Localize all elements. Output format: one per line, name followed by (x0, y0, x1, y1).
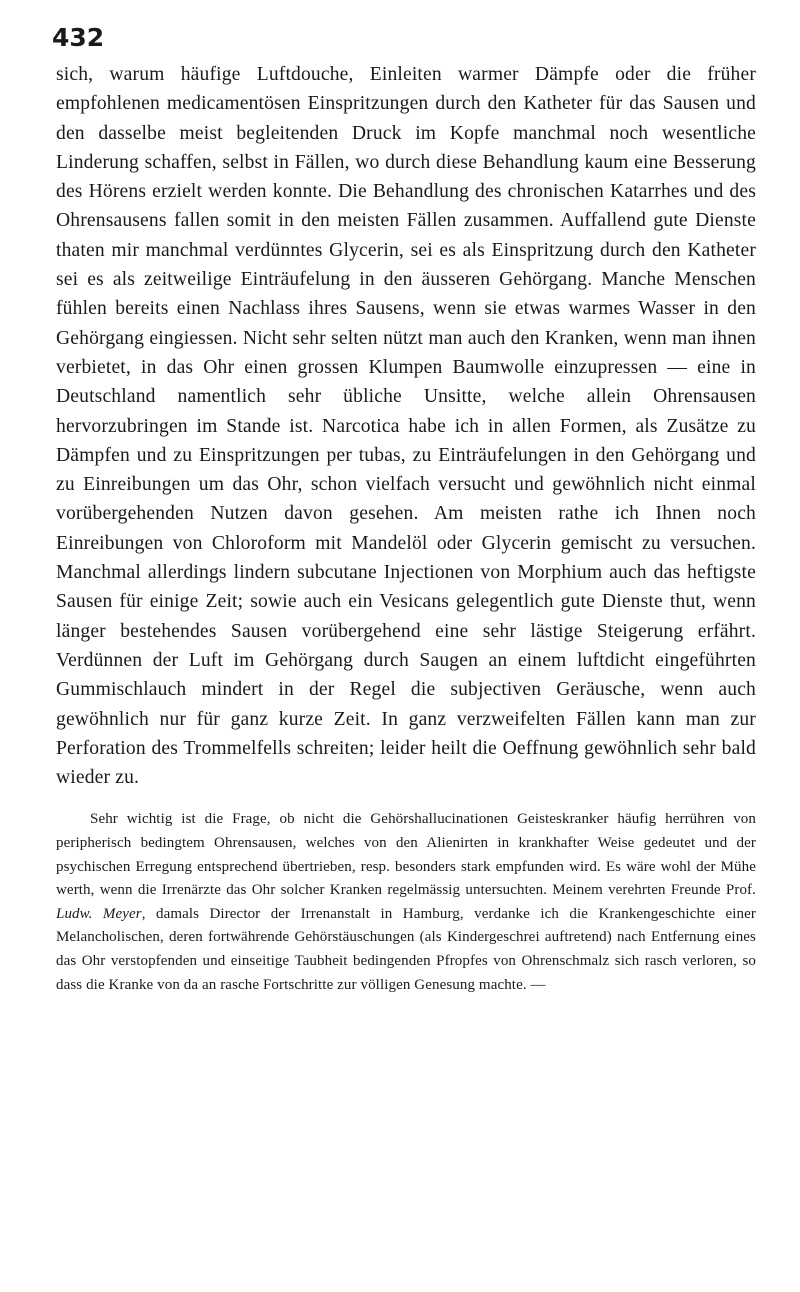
note-text-part1: Sehr wichtig ist die Frage, ob nicht die Gehörshallucinationen Geisteskranker häufig herrühren von peripherisch bedingtem Ohrensausen, welches von den Alienirten in krankhafter Weise gedeutet und der psychischen Erregung entsprechend übertrieben, resp. besonders stark empfunden wird. Es wäre wohl der Mühe werth, wenn die Irrenärzte das Ohr solcher Kranken regelmässig untersuchten. Meinem verehrten Freunde Prof. (56, 811, 756, 899)
note-paragraph (56, 808, 756, 997)
note-text-part2: , damals Director der Irrenanstalt in Hamburg, verdanke ich die Krankengeschichte einer Melancholischen, deren fortwährende Gehörstäuschungen (als Kindergeschrei auftretend) nach Entfernung eines das Ohr verstopfenden und einseitige Taubheit bedingenden Pfropfes von Ohrenschmalz sich rasch verloren, so dass die Kranke von da an rasche Fortschritte zur völligen Genesung machte. — (56, 905, 756, 993)
person-name: Ludw. Meyer (56, 905, 142, 922)
book-page (52, 22, 756, 997)
page-number: 432 (52, 23, 105, 52)
main-paragraph: sich, warum häufige Luftdouche, Einleiten warmer Dämpfe oder die früher empfohlenen medicamentösen Einspritzungen durch den Katheter für das Sausen und den dasselbe meist begleitenden Druck im Kopfe manchmal noch wesentliche Linderung schaffen, selbst in Fällen, wo durch diese Behandlung kaum eine Besserung des Hörens erzielt werden konnte. Die Behandlung des chronischen Katarrhes und des Ohrensausens fallen somit in den meisten Fällen zusammen. Auffallend gute Dienste thaten mir manchmal verdünntes Glycerin, sei es als Einspritzung durch den Katheter sei es als zeitweilige Einträufelung in den äusseren Gehörgang. Manche Menschen fühlen bereits einen Nachlass ihres Sausens, wenn sie etwas warmes Wasser in den Gehörgang eingiessen. Nicht sehr selten nützt man auch den Kranken, wenn man ihnen verbietet, in das Ohr einen grossen Klumpen Baumwolle einzupressen — eine in Deutschland namentlich sehr übliche Unsitte, welche allein Ohrensausen hervorzubringen im Stande ist. Narcotica habe ich in allen Formen, als Zusätze zu Dämpfen und zu Einspritzungen per tubas, zu Einträufelungen in den Gehörgang und zu Einreibungen um das Ohr, schon vielfach versucht und gewöhnlich nicht einmal vorübergehenden Nutzen davon gesehen. Am meisten rathe ich Ihnen noch Einreibungen von Chloroform mit Mandelöl oder Glycerin gemischt zu versuchen. Manchmal allerdings lindern subcutane Injectionen von Morphium auch das heftigste Sausen für einige Zeit; sowie auch ein Vesicans gelegentlich gute Dienste thut, wenn länger bestehendes Sausen vorübergehend eine sehr lästige Steigerung erfährt. Verdünnen der Luft im Gehörgang durch Saugen an einem luftdicht eingeführten Gummischlauch mindert in der Regel die subjectiven Geräusche, wenn auch gewöhnlich nur für ganz kurze Zeit. In ganz verzweifelten Fällen kann man zur Perforation des Trommelfells schreiten; leider heilt die Oeffnung gewöhnlich sehr bald wieder zu. (56, 64, 756, 789)
